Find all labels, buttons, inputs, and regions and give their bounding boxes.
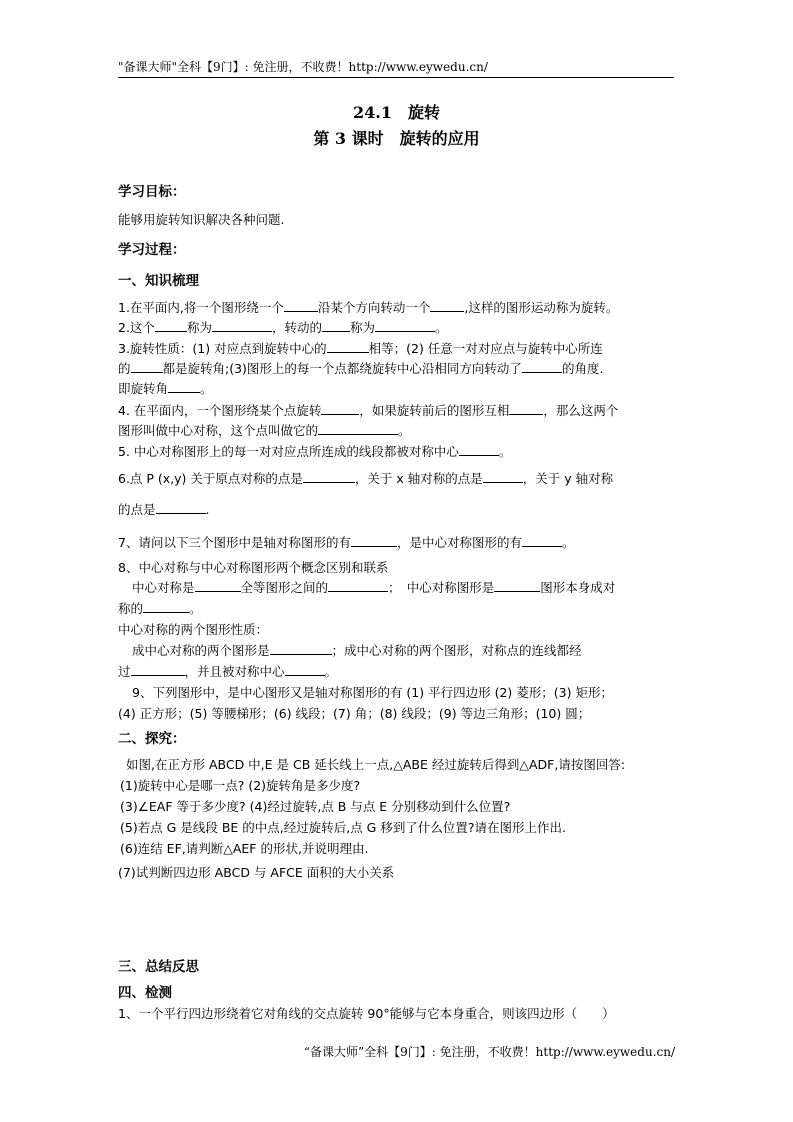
title-line-2: 第 3 课时 旋转的应用 [313, 129, 480, 148]
section2-line1: (1)旋转中心是哪一点? (2)旋转角是多少度? [120, 778, 361, 793]
blank [156, 502, 206, 514]
blank [318, 423, 398, 435]
q8-line2: 称的 。 [118, 601, 202, 616]
q3-line3: 即旋转角 。 [118, 381, 213, 396]
title-line-1: 24.1 旋转 [353, 103, 440, 122]
blank [522, 535, 562, 547]
blank [284, 300, 318, 312]
section2-heading: 二、探究： [118, 731, 186, 747]
q8-line4: 过 ，并且被对称中心 。 [118, 664, 338, 679]
blank [131, 664, 185, 676]
section1-heading: 一、知识梳理 [118, 273, 199, 289]
q5: 5. 中心对称图形上的每一对对应点所连成的线段都被对称中心 。 [118, 444, 512, 459]
blank [322, 320, 350, 332]
q8-line1: 中心对称是 全等图形之间的 ； 中心对称图形是 图形本身成对 [132, 580, 616, 595]
q3-line1: 3.旋转性质：(1) 对应点到旋转中心的 相等；(2) 任意一对对应点与旋转中心所连 [118, 341, 603, 356]
goals-heading: 学习目标： [118, 184, 186, 200]
blank [375, 320, 435, 332]
blank [285, 664, 325, 676]
q2: 2.这个 称为 ，转动的 称为 。 [118, 320, 448, 335]
blank [351, 535, 397, 547]
q8-properties-heading: 中心对称的两个图形性质： [118, 622, 269, 637]
section2-line5: (7)试判断四边形 ABCD 与 AFCE 面积的大小关系 [118, 865, 395, 880]
blank [483, 471, 523, 483]
blank [212, 320, 272, 332]
page-header: "备课大师"全科【9门】: 免注册，不收费！http://www.eywedu.cn/ [118, 58, 674, 78]
blank [270, 643, 332, 655]
section2-line2: (3)∠EAF 等于多少度? (4)经过旋转,点 B 与点 E 分别移动到什么位置? [120, 799, 511, 814]
q9-line2: (4) 正方形；(5) 等腰梯形；(6) 线段；(7) 角；(8) 线段；(9) 等边三角形；(10) 圆； [118, 706, 591, 721]
process-heading: 学习过程： [118, 242, 186, 258]
q6-line1: 6.点 P (x,y) 关于原点对称的点是 ，关于 x 轴对称的点是 ，关于 y 轴对称 [118, 471, 614, 486]
section4-q1: 1、一个平行四边形绕着它对角线的交点旋转 90°能够与它本身重合，则该四边形（ ） [118, 1006, 615, 1021]
q3-line2: 的 都是旋转角;(3)图形上的每一个点都绕旋转中心沿相同方向转动了 的角度. [118, 361, 604, 376]
blank [195, 580, 241, 592]
blank [494, 580, 540, 592]
blank [155, 320, 187, 332]
section3-heading: 三、总结反思 [118, 959, 199, 975]
blank [328, 580, 388, 592]
q9-line1: 9、下列图形中，是中心图形又是轴对称图形的有 (1) 平行四边形 (2) 菱形；(3) 矩形； [132, 685, 613, 700]
q6-line2: 的点是 . [118, 502, 210, 517]
blank [303, 471, 355, 483]
blank [327, 341, 369, 353]
blank [131, 361, 163, 373]
q7: 7、请问以下三个图形中是轴对称图形的有 ，是中心对称图形的有 。 [118, 535, 575, 550]
section2-line3: (5)若点 G 是线段 BE 的中点,经过旋转后,点 G 移到了什么位置?请在图形上作出. [120, 820, 566, 835]
blank [168, 381, 200, 393]
section2-intro: 如图,在正方形 ABCD 中,E 是 CB 延长线上一点,△ABE 经过旋转后得到△ADF,请按图回答: [126, 757, 626, 772]
q4-line2: 图形叫做中心对称，这个点叫做它的 。 [118, 423, 411, 438]
blank [321, 403, 359, 415]
q1: 1.在平面内,将一个图形绕一个 沿某个方向转动一个 ,这样的图形运动称为旋转。 [118, 300, 619, 315]
blank [430, 300, 464, 312]
section2-line4: (6)连结 EF,请判断△AEF 的形状,并说明理由. [120, 841, 369, 856]
section4-heading: 四、检测 [118, 985, 172, 1001]
q4-line1: 4. 在平面内，一个图形绕某个点旋转 ，如果旋转前后的图形互相 ，那么这两个 [118, 403, 619, 418]
blank [509, 403, 543, 415]
q8-line3: 成中心对称的两个图形是 ；成中心对称的两个图形，对称点的连线都经 [132, 643, 582, 658]
q8-heading: 8、中心对称与中心对称图形两个概念区别和联系 [118, 560, 389, 575]
goals-text: 能够用旋转知识解决各种问题. [118, 212, 285, 227]
blank [522, 361, 562, 373]
page-footer: “备课大师”全科【9门】: 免注册，不收费！http://www.eywedu.cn/ [303, 1045, 675, 1059]
blank [143, 601, 189, 613]
blank [459, 444, 499, 456]
